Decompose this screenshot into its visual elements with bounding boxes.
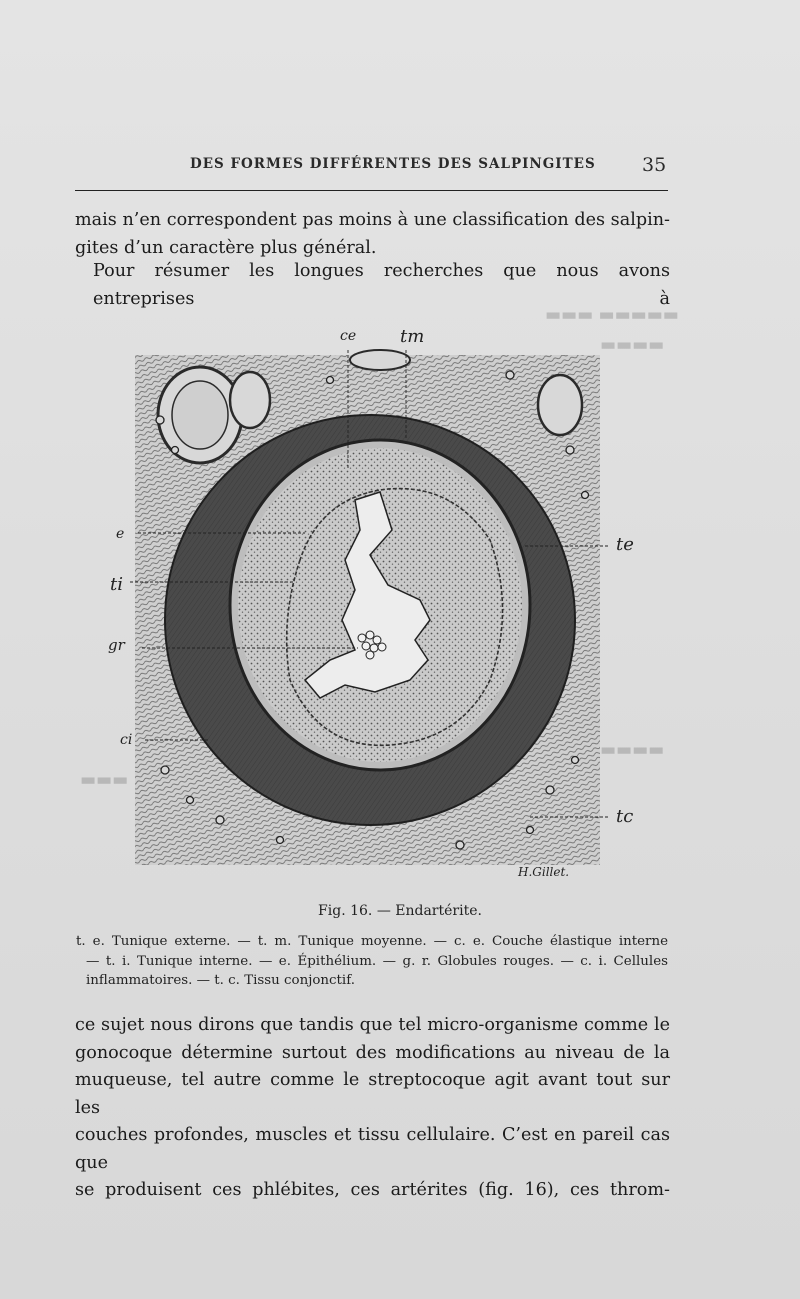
figure-caption-legend <box>76 932 668 991</box>
label-ce: ce <box>340 328 357 344</box>
text-line: mais n’en correspondent pas moins à une classification des salpin- <box>75 210 670 230</box>
label-tm: tm <box>400 326 425 347</box>
page-number: 35 <box>642 154 667 176</box>
label-gr: gr <box>108 636 125 654</box>
text-line: gonocoque détermine surtout des modifications au niveau de la <box>75 1042 670 1063</box>
text-line: couches profondes, muscles et tissu cellulaire. C’est en pareil cas que <box>75 1125 670 1173</box>
page: ▬▬▬▬▬ ▬▬▬ ▬▬▬▬ ▬▬▬▬ ▬▬▬ DES FORMES DIFFÉRENTES DES SALPINGITES 35 mais n’en correspondent pas moins à une classification des salpin- gites d’un caractère plus général. Pour résumer les longues recherches que nous avons entreprises à ce tm e te ti gr ci tc H.Gillet. Fig. 16. — Endartérite. t. e. Tunique externe. — t. m. Tunique moyenne. — c. e. Couche élastique interne — t. i. Tunique interne. — e. Épithélium. — g. r. Globules rouges. — c. i. Cellules inflammatoires. — t. c. Tissu conjonctif. ce sujet nous dirons que tandis que tel micro-organisme comme le gonocoque détermine surtout des modifications au niveau de la muqueuse, tel autre comme le streptocoque agit avant tout sur les couches profondes, muscles et tissu cellulaire. C’est en pareil cas que se produisent ces phlébites, ces artérites (fig. 16), ces throm- <box>0 0 800 1299</box>
label-ci: ci <box>120 732 133 748</box>
label-ti: ti <box>110 574 123 595</box>
artery-cross-section-figure <box>108 320 634 890</box>
text-line: gites d’un caractère plus général. <box>75 237 377 258</box>
paragraph-1 <box>75 207 670 262</box>
text-line: ce sujet nous dirons que tandis que tel micro-organisme comme le <box>75 1015 670 1035</box>
caption-line: t. e. Tunique externe. — t. m. Tunique moyenne. — c. e. Couche élastique interne <box>76 934 668 949</box>
engraver-signature: H.Gillet. <box>518 865 570 879</box>
header-rule <box>75 190 668 191</box>
caption-line: inflammatoires. — t. c. Tissu conjonctif. <box>86 973 355 988</box>
label-te: te <box>616 534 634 555</box>
text-line: se produisent ces phlébites, ces artérites (fig. 16), ces throm- <box>75 1180 670 1200</box>
text-line: Pour résumer les longues recherches que nous avons entreprises à <box>93 261 670 309</box>
text-line: muqueuse, tel autre comme le streptocoque agit avant tout sur les <box>75 1070 670 1118</box>
label-tc: tc <box>616 806 634 827</box>
figure-caption-title: Fig. 16. — Endartérite. <box>318 903 482 919</box>
label-e: e <box>116 526 125 542</box>
caption-line: — t. i. Tunique interne. — e. Épithélium. — g. r. Globules rouges. — c. i. Cellules <box>86 953 668 969</box>
paragraph-3 <box>75 1012 670 1205</box>
running-title: DES FORMES DIFFÉRENTES DES SALPINGITES <box>190 156 596 172</box>
paragraph-2 <box>75 258 670 313</box>
